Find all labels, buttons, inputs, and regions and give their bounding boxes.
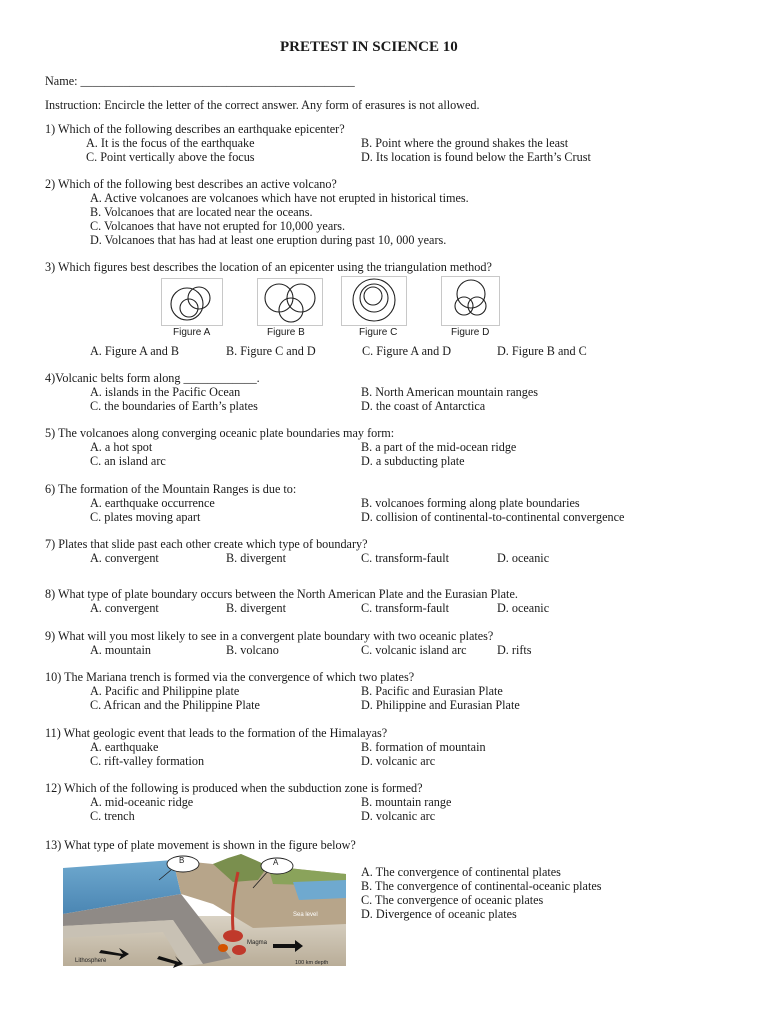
question-12-option-c[interactable]: C. trench: [90, 809, 135, 823]
figure-b-label: Figure B: [267, 327, 305, 338]
question-3-stem: 3) Which figures best describes the location of an epicenter using the triangulation method?: [45, 260, 492, 274]
question-9-option-d[interactable]: D. rifts: [497, 643, 532, 657]
question-10-option-a[interactable]: A. Pacific and Philippine plate: [90, 684, 240, 698]
question-7-stem: 7) Plates that slide past each other create which type of boundary?: [45, 537, 368, 551]
instruction: Instruction: Encircle the letter of the correct answer. Any form of erasures is not allowed.: [45, 98, 480, 112]
question-6-option-c[interactable]: C. plates moving apart: [90, 510, 201, 524]
question-9-stem: 9) What will you most likely to see in a convergent plate boundary with two oceanic plates?: [45, 629, 494, 643]
question-6-option-b[interactable]: B. volcanoes forming along plate boundaries: [361, 496, 580, 510]
question-7-option-b[interactable]: B. divergent: [226, 551, 287, 565]
figure-d: [441, 276, 503, 340]
question-5-stem: 5) The volcanoes along converging oceanic plate boundaries may form:: [45, 426, 395, 440]
figure-d-label: Figure D: [451, 327, 490, 338]
question-2-option-d[interactable]: D. Volcanoes that has had at least one eruption during past 10, 000 years.: [90, 233, 447, 247]
question-12-option-b[interactable]: B. mountain range: [361, 795, 452, 809]
question-1-option-c[interactable]: C. Point vertically above the focus: [86, 150, 255, 164]
callout-a-label: A: [273, 858, 279, 867]
question-8-option-c[interactable]: C. transform-fault: [361, 601, 449, 615]
figure-a: [161, 278, 223, 340]
question-1-option-a[interactable]: A. It is the focus of the earthquake: [86, 136, 255, 150]
question-11-option-d[interactable]: D. volcanic arc: [361, 754, 436, 768]
question-6-stem: 6) The formation of the Mountain Ranges is due to:: [45, 482, 297, 496]
lithosphere-label: Lithosphere: [75, 958, 107, 964]
question-9-option-a[interactable]: A. mountain: [90, 643, 151, 657]
sea-level-label: Sea level: [293, 912, 318, 918]
question-13-option-d[interactable]: D. Divergence of oceanic plates: [361, 907, 517, 921]
question-10-option-d[interactable]: D. Philippine and Eurasian Plate: [361, 698, 520, 712]
question-8-stem: 8) What type of plate boundary occurs between the North American Plate and the Eurasian Plate.: [45, 587, 518, 601]
question-2-option-c[interactable]: C. Volcanoes that have not erupted for 10,000 years.: [90, 219, 346, 233]
question-6-option-d[interactable]: D. collision of continental-to-continental convergence: [361, 510, 625, 524]
question-5-option-c[interactable]: C. an island arc: [90, 454, 166, 468]
question-12-option-a[interactable]: A. mid-oceanic ridge: [90, 795, 194, 809]
question-4-option-d[interactable]: D. the coast of Antarctica: [361, 399, 486, 413]
figure-c-label: Figure C: [359, 327, 398, 338]
name-field[interactable]: Name: _____________________________________________: [45, 74, 355, 88]
question-3-option-a[interactable]: A. Figure A and B: [90, 344, 180, 358]
question-11-option-b[interactable]: B. formation of mountain: [361, 740, 486, 754]
question-13-option-b[interactable]: B. The convergence of continental-oceanic plates: [361, 879, 602, 893]
question-2-stem: 2) Which of the following best describes an active volcano?: [45, 177, 337, 191]
figure-c: [341, 276, 407, 340]
question-5-option-d[interactable]: D. a subducting plate: [361, 454, 465, 468]
question-11-stem: 11) What geologic event that leads to the formation of the Himalayas?: [45, 726, 388, 740]
question-1-option-b[interactable]: B. Point where the ground shakes the least: [361, 136, 569, 150]
question-12-stem: 12) Which of the following is produced when the subduction zone is formed?: [45, 781, 423, 795]
question-3-option-b[interactable]: B. Figure C and D: [226, 344, 316, 358]
question-2-option-a[interactable]: A. Active volcanoes are volcanoes which have not erupted in historical times.: [90, 191, 469, 205]
question-11-option-c[interactable]: C. rift-valley formation: [90, 754, 205, 768]
question-2-option-b[interactable]: B. Volcanoes that are located near the oceans.: [90, 205, 313, 219]
question-4-stem: 4)Volcanic belts form along ____________.: [45, 371, 260, 385]
question-7-option-a[interactable]: A. convergent: [90, 551, 159, 565]
question-7-option-c[interactable]: C. transform-fault: [361, 551, 449, 565]
question-11-option-a[interactable]: A. earthquake: [90, 740, 159, 754]
question-4-option-a[interactable]: A. islands in the Pacific Ocean: [90, 385, 241, 399]
question-9-option-b[interactable]: B. volcano: [226, 643, 279, 657]
question-8-option-d[interactable]: D. oceanic: [497, 601, 550, 615]
question-10-option-c[interactable]: C. African and the Philippine Plate: [90, 698, 260, 712]
question-3-option-c[interactable]: C. Figure A and D: [362, 344, 452, 358]
figure-a-label: Figure A: [173, 327, 211, 338]
question-1-option-d[interactable]: D. Its location is found below the Earth’s Crust: [361, 150, 591, 164]
question-13-stem: 13) What type of plate movement is shown in the figure below?: [45, 838, 356, 852]
plate-boundary-diagram: [63, 854, 346, 968]
question-1-stem: 1) Which of the following describes an earthquake epicenter?: [45, 122, 345, 136]
question-4-option-c[interactable]: C. the boundaries of Earth’s plates: [90, 399, 258, 413]
question-6-option-a[interactable]: A. earthquake occurrence: [90, 496, 215, 510]
page-title: PRETEST IN SCIENCE 10: [280, 39, 458, 55]
question-9-option-c[interactable]: C. volcanic island arc: [361, 643, 467, 657]
question-12-option-d[interactable]: D. volcanic arc: [361, 809, 436, 823]
question-5-option-a[interactable]: A. a hot spot: [90, 440, 153, 454]
callout-b-label: B: [179, 856, 185, 865]
question-13-option-a[interactable]: A. The convergence of continental plates: [361, 865, 561, 879]
question-13-option-c[interactable]: C. The convergence of oceanic plates: [361, 893, 544, 907]
question-10-option-b[interactable]: B. Pacific and Eurasian Plate: [361, 684, 503, 698]
question-7-option-d[interactable]: D. oceanic: [497, 551, 550, 565]
question-10-stem: 10) The Mariana trench is formed via the convergence of which two plates?: [45, 670, 415, 684]
question-4-option-b[interactable]: B. North American mountain ranges: [361, 385, 539, 399]
question-3-option-d[interactable]: D. Figure B and C: [497, 344, 587, 358]
magma-label: Magma: [247, 940, 268, 946]
depth-label: 100 km depth: [295, 960, 329, 966]
figure-b: [257, 278, 323, 340]
question-8-option-a[interactable]: A. convergent: [90, 601, 159, 615]
question-8-option-b[interactable]: B. divergent: [226, 601, 287, 615]
question-5-option-b[interactable]: B. a part of the mid-ocean ridge: [361, 440, 517, 454]
